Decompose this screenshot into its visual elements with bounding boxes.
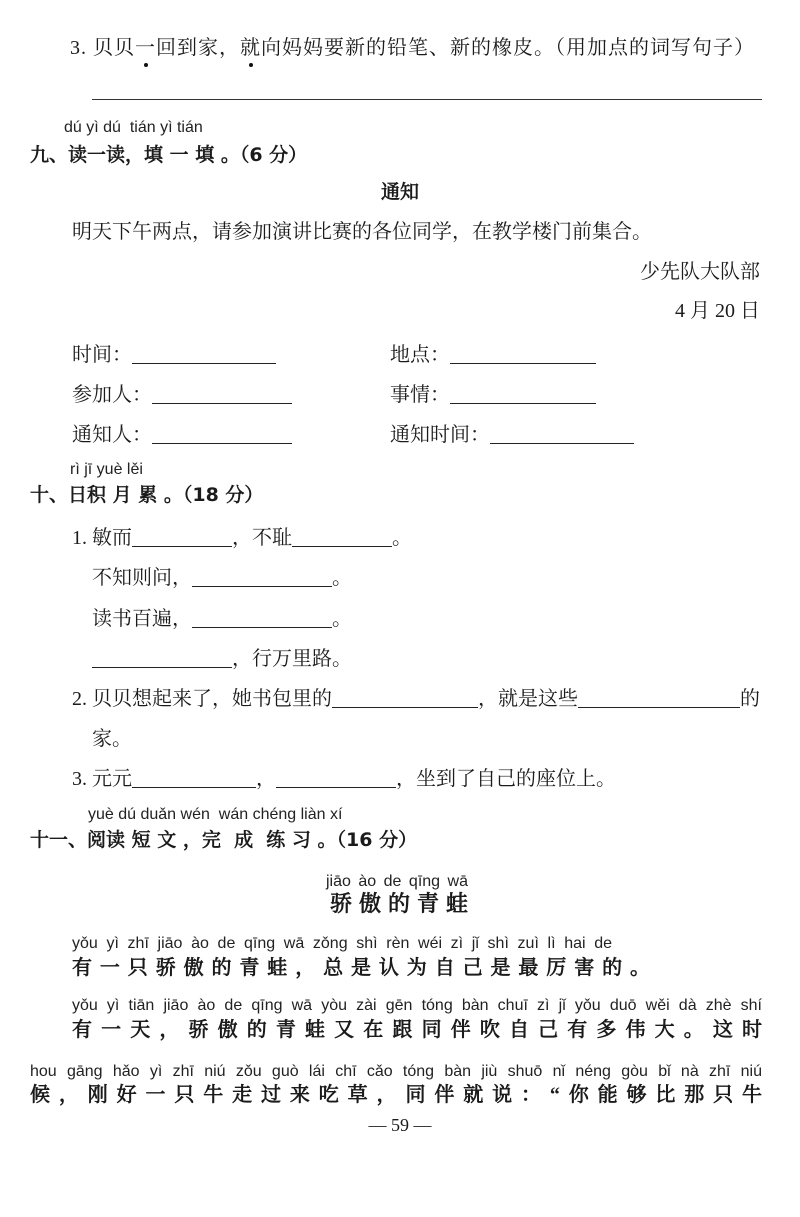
story-line2-text: 有一天，骄傲的青蛙又在跟同伴吹自己有多伟大。这时 — [72, 1019, 762, 1041]
story-line1-text: 有一只骄傲的青蛙，总是认为自己是最厉害的。 — [72, 957, 650, 979]
blank-participants — [152, 385, 292, 404]
emphasized-char-jiu: 就 — [240, 37, 261, 59]
blank-matter — [450, 385, 596, 404]
item3-text-c: ，坐到了自己的座位上。 — [396, 768, 616, 790]
form-field-time — [72, 343, 276, 367]
question-text-part3: 向妈妈要新的铅笔、新的橡皮。（用加点的词写句子） — [261, 37, 755, 59]
item1-line3-text-a: 读书百遍， — [92, 608, 192, 630]
item2-line1 — [72, 687, 760, 711]
blank-notifier — [152, 425, 292, 444]
story-line1-pinyin: yǒu yì zhī jiāo ào de qīng wā zǒng shì rèn wéi zì jǐ shì zuì lì hai de — [72, 935, 612, 952]
blank-place — [450, 345, 596, 364]
blank — [92, 649, 232, 668]
item1-line2-text-b: 。 — [332, 567, 352, 589]
blank — [192, 609, 332, 628]
section9-heading: 九、读一读，填 一 填 。（6 分） — [30, 144, 308, 166]
section10-heading: 十、日积 月 累 。（18 分） — [30, 484, 264, 506]
item1-line3-text-b: 。 — [332, 608, 352, 630]
section11-heading: 十一、阅读 短 文 ，完 成 练 习 。（16 分） — [30, 829, 418, 851]
form-label-participants: 参加人： — [72, 384, 152, 406]
item2-line1-text-c: 的 — [740, 688, 760, 710]
form-label-matter: 事情： — [390, 384, 450, 406]
page-number: — 59 — — [368, 1115, 432, 1135]
story-line2-pinyin: yǒu yì tiān jiāo ào de qīng wā yòu zài gēn tóng bàn chuī zì jǐ yǒu duō wěi dà zhè shí — [72, 997, 762, 1014]
form-field-notice-time — [390, 423, 634, 447]
notice-body: 明天下午两点，请参加演讲比赛的各位同学，在教学楼门前集合。 — [72, 221, 652, 243]
item3-text-a: 3. 元元 — [72, 768, 132, 790]
form-field-notifier — [72, 423, 292, 447]
form-label-place: 地点： — [390, 344, 450, 366]
question-text-part2: 回到家， — [156, 37, 240, 59]
form-label-notifier: 通知人： — [72, 424, 152, 446]
item1-line1 — [72, 526, 412, 550]
form-field-participants — [72, 383, 292, 407]
item1-line1-text-c: 。 — [392, 527, 412, 549]
item1-line2 — [92, 566, 352, 590]
section10-pinyin: rì jī yuè lěi — [70, 461, 143, 478]
blank — [332, 689, 478, 708]
item2-line2: 家。 — [92, 728, 132, 750]
question-text-part1: 3. 贝贝 — [70, 37, 135, 59]
previous-question-item3 — [70, 36, 755, 60]
item1-line2-text-a: 不知则问， — [92, 567, 192, 589]
blank — [276, 769, 396, 788]
form-label-time: 时间： — [72, 344, 132, 366]
item2-line1-text-a: 2. 贝贝想起来了，她书包里的 — [72, 688, 332, 710]
blank — [578, 689, 740, 708]
item1-line4 — [92, 647, 352, 671]
blank — [192, 568, 332, 587]
form-field-place — [390, 343, 596, 367]
story-title-pinyin: jiāo ào de qīng wā — [326, 873, 468, 890]
notice-title: 通知 — [380, 181, 419, 203]
section9-pinyin: dú yì dú tián yì tián — [64, 119, 203, 136]
item1-line4-text-a: ，行万里路。 — [232, 648, 352, 670]
blank-notice-time — [490, 425, 634, 444]
form-field-matter — [390, 383, 596, 407]
blank — [132, 528, 232, 547]
emphasized-char-yi: 一 — [135, 37, 156, 59]
story-title: 骄傲的青蛙 — [330, 892, 468, 917]
blank — [292, 528, 392, 547]
item1-line1-text-b: ，不耻 — [232, 527, 292, 549]
item3-line — [72, 767, 616, 791]
item2-line1-text-b: ，就是这些 — [478, 688, 578, 710]
section11-pinyin: yuè dú duǎn wén wán chéng liàn xí — [88, 806, 343, 823]
blank — [132, 769, 256, 788]
notice-date: 4 月 20 日 — [675, 300, 760, 322]
form-label-notice-time: 通知时间： — [390, 424, 490, 446]
item1-line3 — [92, 607, 352, 631]
item3-text-b: ， — [256, 768, 276, 790]
item1-line1-text-a: 1. 敏而 — [72, 527, 132, 549]
story-line3-text: 候，刚好一只牛走过来吃草，同伴就说：“你能够比那只牛 — [30, 1084, 762, 1106]
blank-time — [132, 345, 276, 364]
story-line3-pinyin: hou gāng hǎo yì zhī niú zǒu guò lái chī cǎo tóng bàn jiù shuō nǐ néng gòu bǐ nà zhī niú — [30, 1063, 762, 1080]
notice-sender: 少先队大队部 — [640, 261, 760, 283]
answer-line — [92, 99, 762, 100]
